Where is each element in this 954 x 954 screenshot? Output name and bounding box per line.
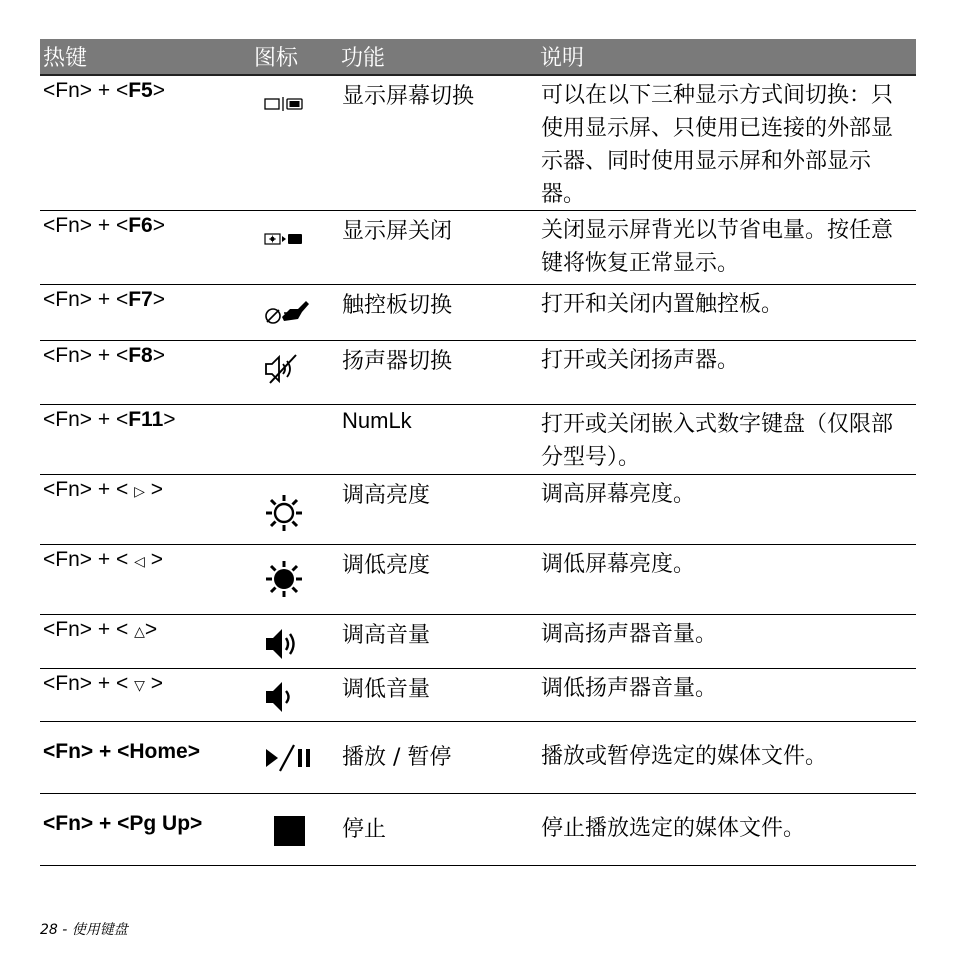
table-header: [40, 39, 916, 76]
play-pause-icon: [262, 741, 316, 775]
brightness-up-icon: [262, 491, 306, 535]
description: 打开或关闭扬声器。: [541, 348, 740, 373]
function-label: 扬声器切换: [342, 349, 453, 374]
table-row: [40, 669, 916, 722]
table-row: [40, 211, 916, 285]
description: 调低扬声器音量。: [541, 676, 718, 701]
table-row: [40, 405, 916, 475]
function-label: 调高音量: [342, 623, 431, 648]
hotkey: <Fn> + < ◁ >: [43, 548, 163, 571]
description: 关闭显示屏背光以节省电量。按任意键将恢复正常显示。: [541, 218, 894, 276]
description: 调高屏幕亮度。: [541, 482, 696, 507]
description: 打开和关闭内置触控板。: [541, 292, 784, 317]
hotkey: <Fn> + < ▷ >: [43, 478, 163, 501]
description: 停止播放选定的媒体文件。: [541, 816, 806, 841]
display-toggle-icon: [262, 96, 308, 112]
stop-icon: [262, 816, 306, 848]
description: 播放或暂停选定的媒体文件。: [541, 744, 828, 769]
page-footer: 28 - 使用键盘: [40, 922, 128, 938]
header-hotkey: 热键: [43, 46, 88, 71]
hotkey: <Fn> + <F8>: [43, 344, 166, 367]
hotkey: <Fn> + < ▽ >: [43, 672, 163, 695]
table-row: [40, 722, 916, 794]
table-row: [40, 341, 916, 405]
volume-up-icon: [262, 625, 302, 663]
function-label: 停止: [342, 817, 387, 842]
volume-down-icon: [262, 677, 302, 717]
function-label: 播放 / 暂停: [342, 745, 452, 770]
description: 调低屏幕亮度。: [541, 552, 696, 577]
table-row: [40, 794, 916, 866]
hotkey: <Fn> + < △>: [43, 618, 158, 641]
description: 调高扬声器音量。: [541, 622, 718, 647]
display-off-icon: [262, 231, 308, 247]
speaker-toggle-icon: [262, 353, 302, 385]
function-label: 调高亮度: [342, 483, 431, 508]
function-label: 显示屏关闭: [342, 219, 453, 244]
function-label: NumLk: [342, 408, 412, 433]
table-row: [40, 475, 916, 545]
function-label: 显示屏幕切换: [342, 84, 475, 109]
hotkey: <Fn> + <F11>: [43, 408, 176, 431]
table-row: [40, 285, 916, 341]
function-label: 调低音量: [342, 677, 431, 702]
hotkey: <Fn> + <F6>: [43, 214, 166, 237]
header-description: 说明: [540, 46, 585, 71]
table-row: [40, 76, 916, 211]
hotkey: <Fn> + <F7>: [43, 288, 166, 311]
header-function: 功能: [341, 46, 386, 71]
function-label: 触控板切换: [342, 293, 453, 318]
table-row: [40, 545, 916, 615]
description: 打开或关闭嵌入式数字键盘（仅限部分型号）。: [541, 412, 894, 470]
hotkey-table: [40, 39, 916, 866]
brightness-down-icon: [262, 557, 306, 601]
description: 可以在以下三种显示方式间切换：只使用显示屏、只使用已连接的外部显示器、同时使用显示屏和外部显示器。: [541, 83, 894, 207]
function-label: 调低亮度: [342, 553, 431, 578]
hotkey: <Fn> + <Home>: [43, 740, 200, 763]
header-icon: 图标: [254, 46, 299, 71]
hotkey: <Fn> + <Pg Up>: [43, 812, 203, 835]
hotkey: <Fn> + <F5>: [43, 79, 166, 102]
table-row: [40, 615, 916, 669]
touchpad-toggle-icon: [262, 299, 312, 327]
